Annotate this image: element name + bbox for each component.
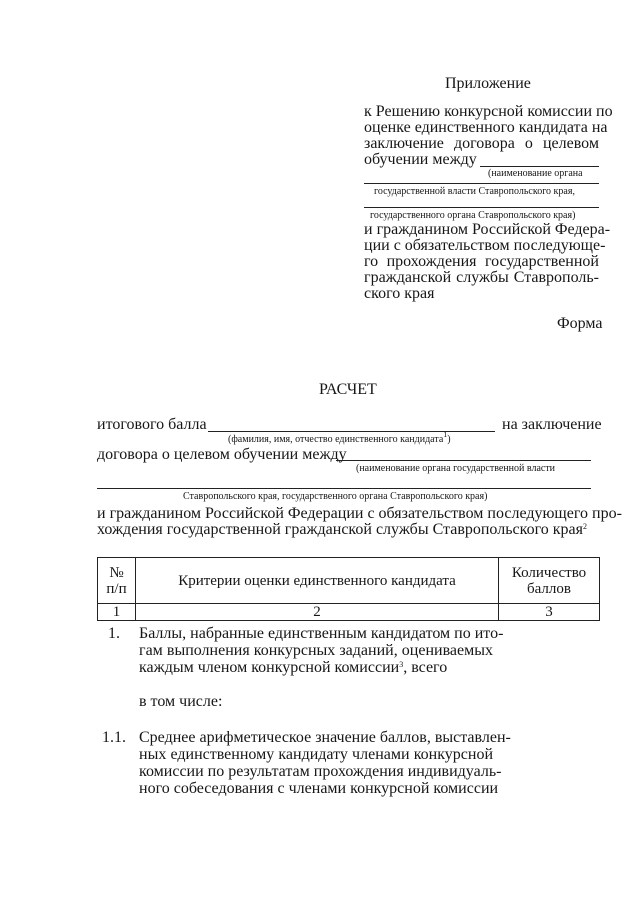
item-1-line-1: Баллы, набранные единственным кандидатом по ито-	[139, 625, 504, 642]
appendix-citizen-line-3: го прохождения государственной	[364, 253, 599, 270]
appendix-caption-state-organ: государственного органа Ставропольского края)	[370, 210, 576, 221]
item-1-1-line-2: ных единственному кандидату членами конкурсной	[139, 746, 493, 763]
item-1-1-line-4: ного собеседования с членами конкурсной комиссии	[139, 780, 499, 797]
appendix-citizen-line-1: и гражданином Российской Федера-	[364, 221, 611, 238]
caption-fio: (фамилия, имя, отчество единственного кандидата$^1$)	[228, 430, 451, 445]
appendix-line-2: оценке единственного кандидата на	[364, 119, 608, 136]
item-1-sub-label: в том числе:	[139, 693, 223, 710]
appendix-citizen-line-4: гражданской службы Ставрополь-	[364, 269, 599, 286]
appendix-citizen-line-2: ции с обязательством последующе-	[364, 237, 606, 254]
criteria-table	[97, 557, 600, 621]
document-heading: РАСЧЕТ	[319, 381, 377, 398]
item-1-1-line-3: комиссии по результатам прохождения индивидуаль-	[139, 763, 502, 780]
column-number-1: 1	[98, 604, 136, 621]
table-header-row	[98, 558, 600, 604]
appendix-citizen-line-5: ского края	[364, 285, 435, 302]
appendix-line-3: заключение договора о целевом	[364, 135, 599, 152]
appendix-blank-line-3	[364, 207, 599, 208]
organ-blank-line	[336, 460, 591, 461]
appendix-caption-organ: (наименование органа	[488, 168, 583, 179]
region-blank-line	[97, 488, 591, 489]
appendix-blank-line-2	[364, 183, 599, 184]
appendix-title: Приложение	[445, 75, 531, 92]
body-line-1-right: на заключение	[502, 416, 602, 433]
header-number: № п/п	[98, 558, 136, 604]
header-criteria: Критерии оценки единственного кандидата	[136, 558, 499, 604]
item-1-1-line-1: Среднее арифметическое значение баллов, выставлен-	[139, 729, 511, 746]
caption-region: Ставропольского края, государственного органа Ставропольского края)	[183, 491, 488, 502]
appendix-caption-state-power: государственной власти Ставропольского края,	[374, 186, 575, 197]
body-line-2: договора о целевом обучении между	[97, 446, 347, 463]
form-label: Форма	[557, 315, 603, 332]
item-1-line-2: гам выполнения конкурсных заданий, оцениваемых	[139, 642, 493, 659]
table-column-numbers-row	[98, 604, 600, 621]
body-line-3: и гражданином Российской Федерации с обязательством последующего про-	[97, 505, 622, 522]
item-1-line-3: каждым членом конкурсной комиссии$^3$, всего	[139, 659, 448, 676]
item-1-number: 1.	[108, 625, 120, 642]
appendix-line-4: обучении между	[364, 151, 477, 168]
item-1-1-number: 1.1.	[102, 729, 126, 746]
body-line-1-left: итогового балла	[97, 416, 207, 433]
caption-organ: (наименование органа государственной власти	[356, 463, 556, 474]
column-number-2: 2	[136, 604, 499, 621]
fio-blank-line	[208, 431, 495, 432]
appendix-blank-line-1	[480, 166, 599, 167]
appendix-line-1: к Решению конкурсной комиссии по	[364, 103, 613, 120]
body-line-4: хождения государственной гражданской службы Ставропольского края$^2$	[97, 521, 587, 538]
column-number-3: 3	[499, 604, 600, 621]
header-score: Количество баллов	[499, 558, 600, 604]
